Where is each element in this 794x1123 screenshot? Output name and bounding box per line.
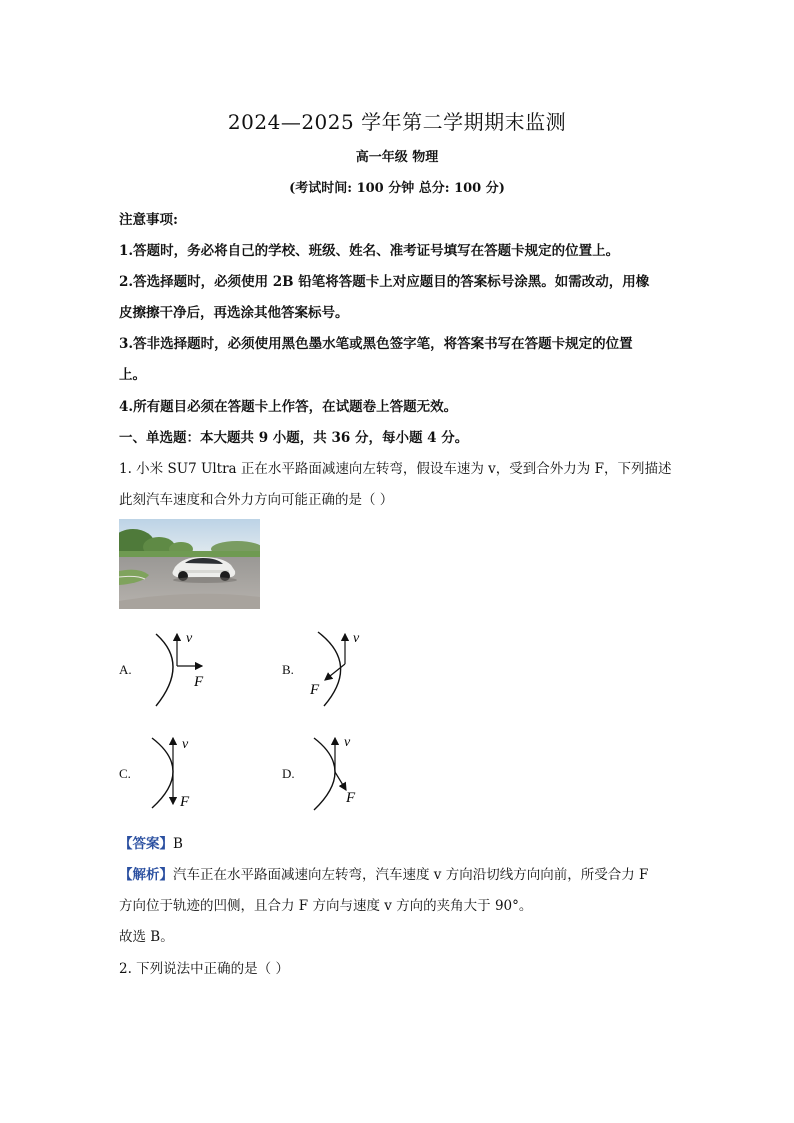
option-b-diagram xyxy=(304,628,374,710)
analysis-line-1 xyxy=(119,863,648,883)
force-label: F xyxy=(310,682,320,698)
option-a-label: A. xyxy=(119,662,132,677)
note-item-4: 4.所有题目必须在答题卡上作答，在试题卷上答题无效。 xyxy=(119,399,458,415)
answer-line xyxy=(119,832,183,852)
note-item-1: 1.答题时，务必将自己的学校、班级、姓名、准考证号填写在答题卡规定的位置上。 xyxy=(119,243,620,259)
force-label: F xyxy=(194,674,204,690)
note-item-3-line-2: 上。 xyxy=(119,367,146,383)
trajectory-curve xyxy=(318,632,341,706)
force-label: F xyxy=(346,790,356,806)
option-b-label: B. xyxy=(282,662,294,677)
velocity-label: v xyxy=(186,631,193,646)
notes-heading: 注意事项: xyxy=(119,212,178,228)
note-item-3-line-1: 3.答非选择题时，必须使用黑色墨水笔或黑色签字笔，将答案书写在答题卡规定的位置 xyxy=(119,336,633,352)
force-arrow xyxy=(325,664,345,680)
trajectory-curve xyxy=(156,634,173,706)
velocity-label: v xyxy=(344,735,351,750)
answer-tag: 【答案】 xyxy=(119,836,173,852)
trajectory-curve xyxy=(314,738,335,810)
car-photo xyxy=(119,519,260,609)
velocity-label: v xyxy=(353,631,360,646)
analysis-text-1: 汽车正在水平路面减速向左转弯，汽车速度 v 方向沿切线方向向前，所受合力 F xyxy=(173,867,649,883)
analysis-line-2: 方向位于轨迹的凹侧，且合力 F 方向与速度 v 方向的夹角大于 90°。 xyxy=(119,898,533,914)
question-1-line-1: 1. 小米 SU7 Ultra 正在水平路面减速向左转弯，假设车速为 v，受到合外力为 F，下列描述 xyxy=(119,461,672,477)
section-heading: 一、单选题：本大题共 9 小题，共 36 分，每小题 4 分。 xyxy=(119,430,469,446)
trajectory-curve xyxy=(152,738,173,808)
conclusion-line: 故选 B。 xyxy=(119,929,174,945)
grade-subject: 高一年级 物理 xyxy=(355,150,439,165)
force-arrow xyxy=(335,772,346,790)
option-c-diagram xyxy=(148,732,218,814)
note-item-2-line-2: 皮擦擦干净后，再选涂其他答案标号。 xyxy=(119,305,349,321)
option-a-diagram xyxy=(148,628,218,710)
analysis-tag: 【解析】 xyxy=(119,867,173,883)
question-1-line-2: 此刻汽车速度和合外力方向可能正确的是（ ） xyxy=(119,492,394,508)
exam-info: (考试时间: 100 分钟 总分: 100 分) xyxy=(289,181,505,196)
page-title: 2024—2025 学年第二学期期末监测 xyxy=(227,110,567,134)
answer-value: B xyxy=(173,836,183,852)
velocity-label: v xyxy=(182,737,189,752)
force-label: F xyxy=(180,794,190,810)
option-d-label: D. xyxy=(282,766,295,781)
question-2-line-1: 2. 下列说法中正确的是（ ） xyxy=(119,961,289,977)
option-c-label: C. xyxy=(119,766,131,781)
option-d-diagram xyxy=(304,732,374,814)
note-item-2-line-1: 2.答选择题时，必须使用 2B 铅笔将答题卡上对应题目的答案标号涂黑。如需改动，用橡 xyxy=(119,274,650,290)
